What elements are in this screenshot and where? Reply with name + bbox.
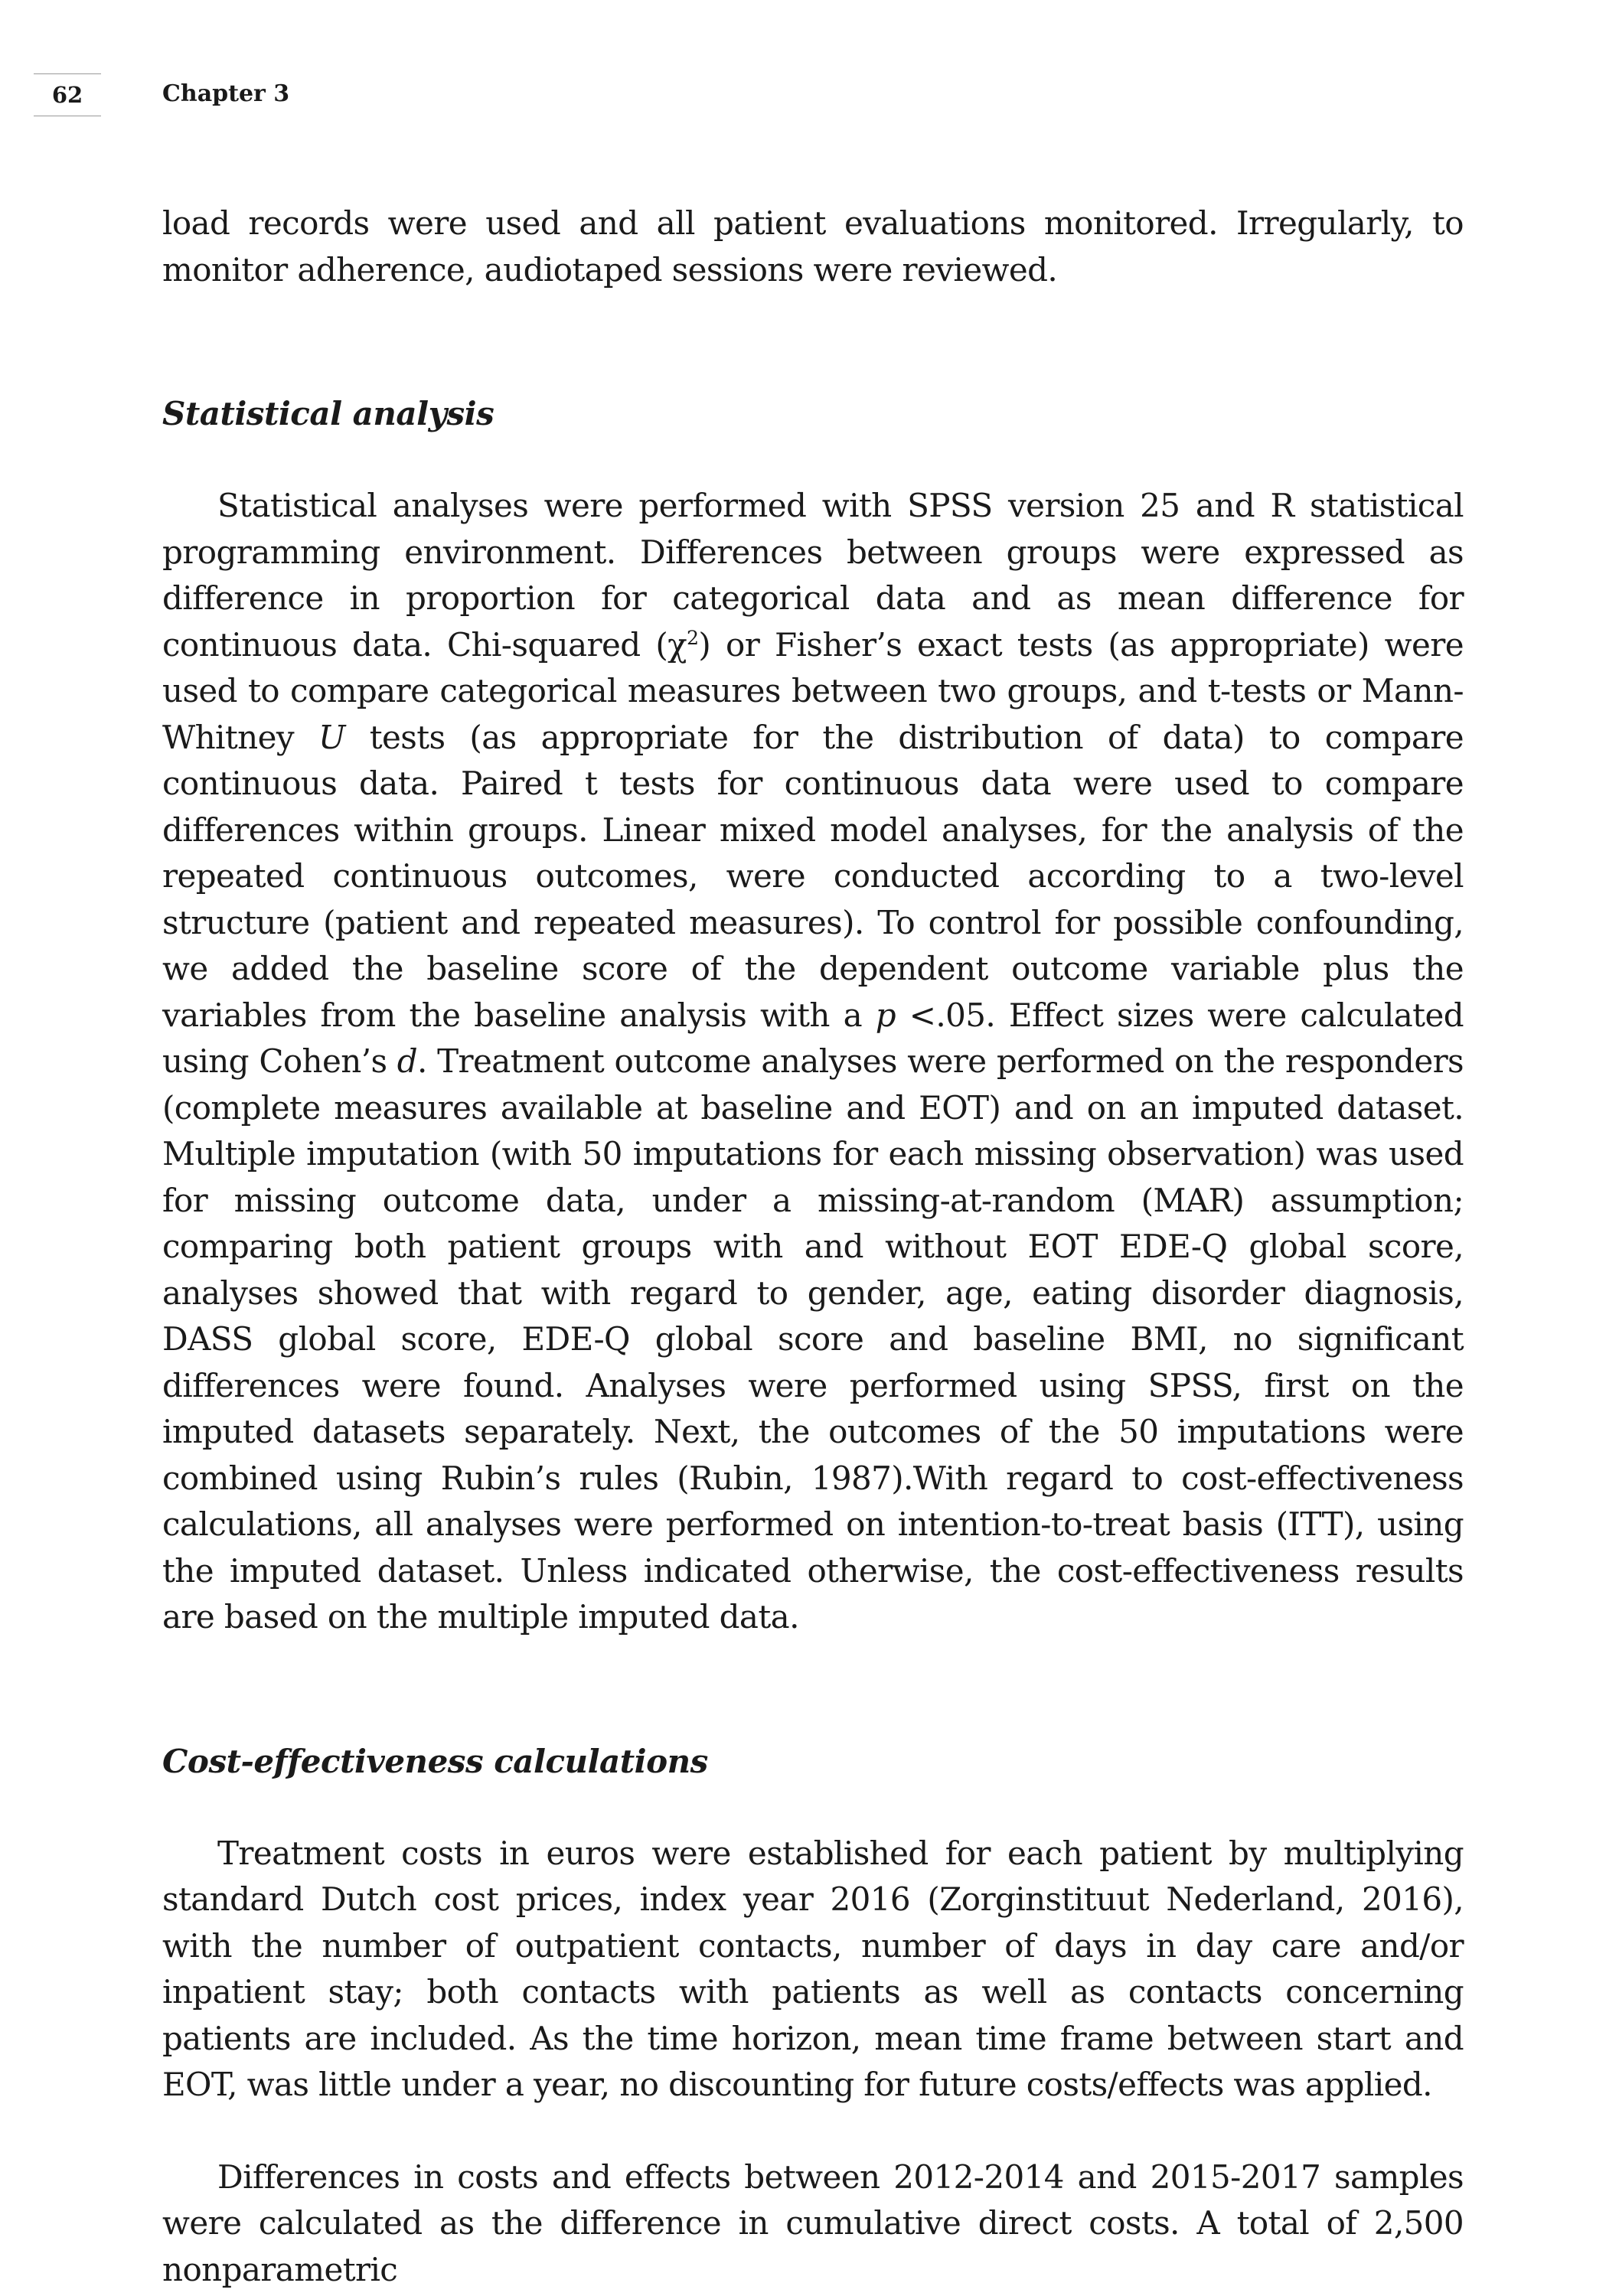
text-span: . Treatment outcome analyses were performed on the responders (complete measures available at baseline and EOT) and on an imputed dataset. Multiple imputation (with 50 imputations for each missing observation) was used for missing outcome data, under a missing-at-random (MAR) assumption; comparing both patient groups with and without EOT EDE-Q global score, analyses showed that with regard to gender, age, eating disorder diagnosis, DASS global score, EDE-Q global score and baseline BMI, no significant differences were found. Analyses were performed using SPSS, first on the imputed datasets separately. Next, the outcomes of the 50 imputations were combined using Rubin’s rules (Rubin, 1987).With regard to cost-effectiveness calculations, all analyses were performed on intention-to-treat basis (ITT), using the imputed dataset. Unless indicated otherwise, the cost-effectiveness results are based on the multiple imputed data. (162, 1042, 1464, 1636)
page-body (162, 201, 1464, 2293)
paragraph-treatment-costs: Treatment costs in euros were established for each patient by multiplying standard Dutch cost prices, index year 2016 (Zorginstituut Nederland, 2016), with the number of outpatient contacts, number of days in day care and/or inpatient stay; both contacts with patients as well as contacts concerning patients are included. As the time horizon, mean time frame between start and EOT, was little under a year, no discounting for future costs/effects was applied. (162, 1834, 1464, 2103)
paragraph-differences: Differences in costs and effects between 2012-2014 and 2015-2017 samples were calculated as the difference in cumulative direct costs. A total of 2,500 nonparametric (162, 2157, 1464, 2288)
text-span: Statistical analyses were performed with SPSS version 25 and R statistical programming environment. Differences between groups were expressed as difference in proportion for categorical data and as mean difference for continuous data. Chi-squared (χ (162, 487, 1464, 664)
text-span: <.05. Effect sizes were calculated using Cohen’s (162, 996, 1464, 1080)
chapter-title: Chapter 3 (162, 80, 290, 107)
italic-p: p (875, 996, 896, 1034)
text-span: ) or Fisher’s exact tests (as appropriate) were used to compare categorical measures between two groups, and t-tests or Mann-Whitney (162, 625, 1464, 756)
page-header (0, 73, 1619, 119)
italic-u: U (318, 718, 345, 756)
text-span: tests (as appropriate for the distribution of data) to compare continuous data. Paired t tests for continuous data were used to compare differences within groups. Linear mixed model analyses, for the analysis of the repeated continuous outcomes, were conducted according to a two-level structure (patient and repeated measures). To control for possible confounding, we added the baseline score of the dependent outcome variable plus the variables from the baseline analysis with a (162, 718, 1464, 1034)
heading-statistical-analysis: Statistical analysis (162, 395, 495, 432)
page-number: 62 (34, 73, 101, 116)
paragraph-continued: load records were used and all patient evaluations monitored. Irregularly, to monitor adherence, audiotaped sessions were reviewed. (162, 204, 1464, 289)
heading-cost-effectiveness: Cost-effectiveness calculations (162, 1742, 708, 1780)
italic-d: d (397, 1042, 418, 1080)
paragraph-statistical-analysis (162, 483, 1464, 1641)
superscript: 2 (686, 626, 699, 649)
